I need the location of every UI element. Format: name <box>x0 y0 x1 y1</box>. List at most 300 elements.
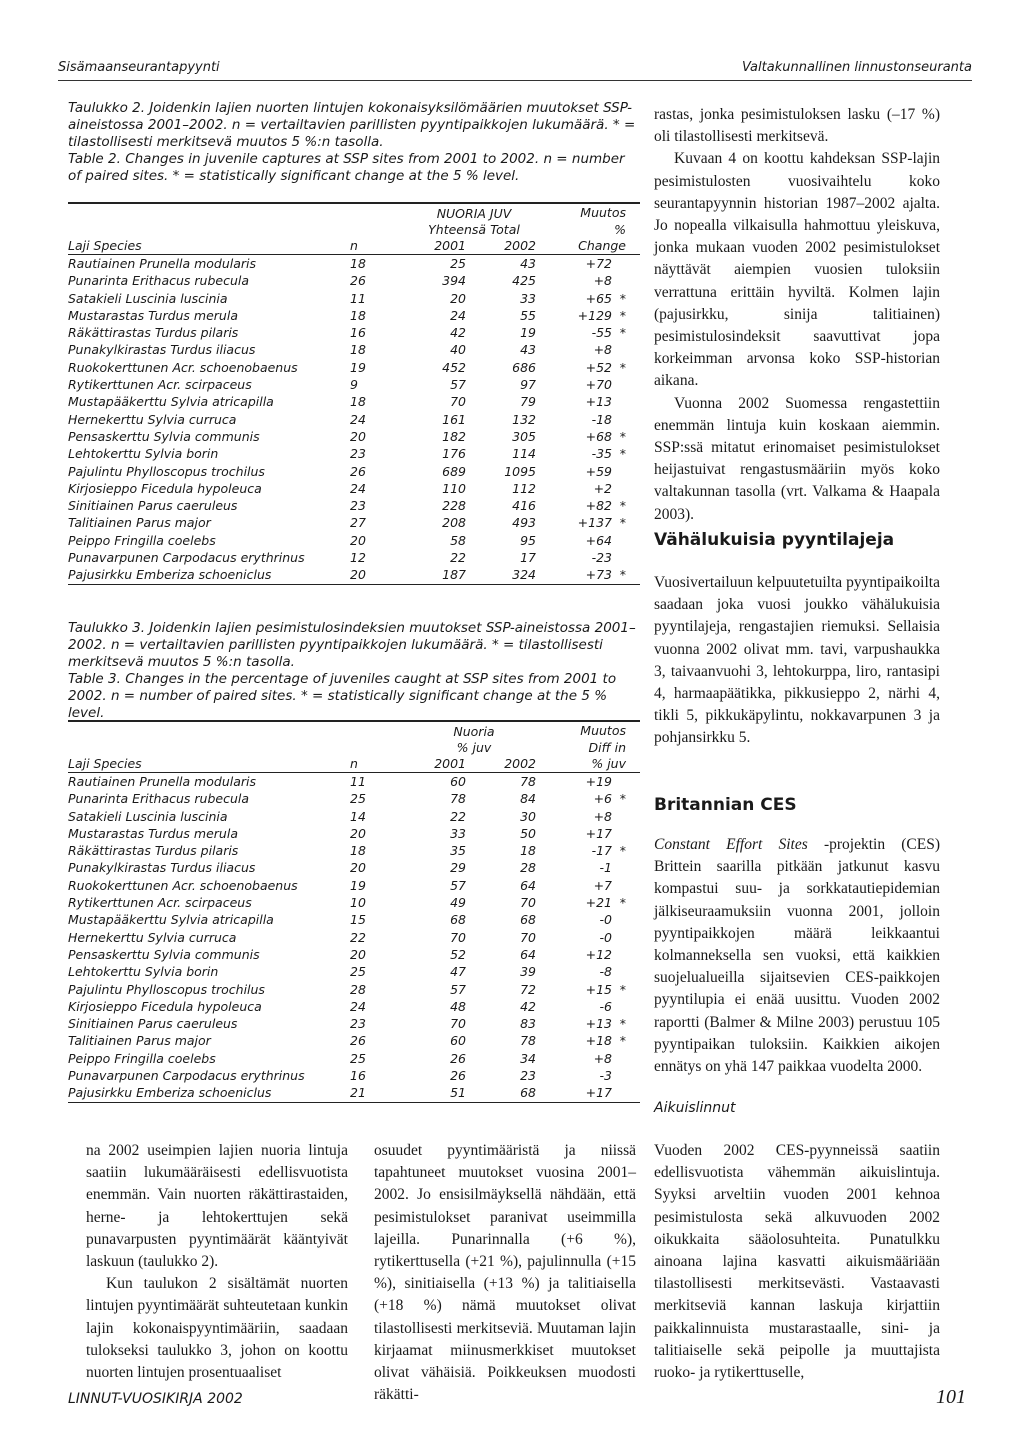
change-cell <box>544 998 640 1015</box>
value-2002-cell: 79 <box>520 394 536 410</box>
value-2002-cell: 416 <box>512 498 536 514</box>
table-row <box>68 307 640 324</box>
change-cell <box>544 1032 640 1049</box>
value-2001-cell: 48 <box>450 998 466 1014</box>
n-cell: 16 <box>350 1068 366 1084</box>
species-cell: Kirjosieppo Ficedula hypoleuca <box>68 998 262 1014</box>
change-cell <box>544 428 640 445</box>
value-2002-cell: 43 <box>520 256 536 271</box>
change-value: -23 <box>591 550 612 566</box>
table-row <box>68 911 640 928</box>
value-2001-cell: 35 <box>450 843 466 859</box>
change-value: +6 <box>593 791 612 807</box>
heading-rare-species: Vähälukuisia pyyntilajeja <box>654 530 895 550</box>
change-value: +70 <box>585 377 612 393</box>
change-value: +19 <box>585 774 612 789</box>
change-value: +8 <box>593 808 612 824</box>
change-cell <box>544 911 640 928</box>
species-cell: Talitiainen Parus major <box>68 1033 211 1049</box>
value-2001-cell: 57 <box>450 981 466 997</box>
change-cell <box>544 514 640 531</box>
right-column-top <box>654 104 940 526</box>
significance-marker: * <box>619 567 626 583</box>
value-2001-cell: 24 <box>450 307 466 323</box>
table3-caption <box>68 620 640 722</box>
table2-total-header: Yhteensä Total <box>428 222 520 237</box>
change-value: -55 <box>591 325 612 341</box>
change-value: +8 <box>593 342 612 358</box>
table-row <box>68 981 640 998</box>
species-cell: Peippo Fringilla coelebs <box>68 532 216 548</box>
n-cell: 20 <box>350 825 366 841</box>
species-cell: Sinitiainen Parus caeruleus <box>68 498 238 514</box>
n-cell: 25 <box>350 964 366 980</box>
value-2001-cell: 57 <box>450 877 466 893</box>
value-2002-cell: 42 <box>520 998 536 1014</box>
n-cell: 23 <box>350 498 366 514</box>
value-2001-cell: 57 <box>450 377 466 393</box>
bottom-middle-para-1: osuudet pyyntimääristä ja niissä tapahtuneet muutokset vuosina 2001–2002. Jo ensisilmäyksellä nähdään, että pesimistulokset paranivat useimmilla lajeilla. Punarinnalla (+6 %), rytikerttusella (+21 %), pajulinnulla (+15 %), sinitiaisella (+13 %) ja talitiaisella (+18 %) nämä muutokset olivat tilastollisesti merkitseviä. Muutaman lajin kirjaamat miinusmerkkiset muutokset olivat vähäisiä. Poikkeuksen muodosti räkätti- <box>374 1142 636 1404</box>
page-number: 101 <box>936 1386 966 1408</box>
table3-body <box>68 773 640 1103</box>
n-cell: 21 <box>350 1084 404 1102</box>
species-cell: Punakylkirastas Turdus iliacus <box>68 342 256 358</box>
value-2001-cell: 29 <box>450 860 466 876</box>
table-row <box>68 1032 640 1049</box>
change-value: -0 <box>599 912 612 928</box>
value-2002-cell: 39 <box>520 964 536 980</box>
n-cell: 14 <box>350 808 366 824</box>
table3-2002-header: 2002 <box>474 756 544 773</box>
value-2001-cell: 58 <box>450 532 466 548</box>
change-cell <box>544 272 640 289</box>
species-cell: Punarinta Erithacus rubecula <box>68 791 249 807</box>
table3-change-group-header: Muutos <box>544 721 640 740</box>
value-2001-cell: 52 <box>450 946 466 962</box>
value-2001-cell: 42 <box>450 325 466 341</box>
change-cell <box>544 359 640 376</box>
table-row <box>68 998 640 1015</box>
table3-caption-fi: Taulukko 3. Joidenkin lajien pesimistulosindeksien muutokset SSP-aineistossa 2001–2002. n = vertailtavien parillisten pyyntipaikkojen lukumäärä. * = tilastollisesti merkitsevä muutos 5 %:n tasolla. <box>68 620 636 670</box>
change-cell <box>544 981 640 998</box>
significance-marker: * <box>619 325 626 341</box>
n-cell: 12 <box>350 550 366 566</box>
species-cell: Pensaskerttu Sylvia communis <box>68 946 260 962</box>
change-cell <box>544 842 640 859</box>
species-cell: Pajulintu Phylloscopus trochilus <box>68 981 265 997</box>
value-2002-cell: 95 <box>520 532 536 548</box>
n-cell: 19 <box>350 877 366 893</box>
change-value: +15 <box>585 981 612 997</box>
change-value: +7 <box>593 877 612 893</box>
change-cell <box>544 1015 640 1032</box>
right-column-mid <box>654 572 940 750</box>
significance-marker: * <box>619 290 626 306</box>
table-row <box>68 808 640 825</box>
species-cell: Pensaskerttu Sylvia communis <box>68 428 260 444</box>
right-para-5 <box>654 834 940 1078</box>
change-cell <box>544 445 640 462</box>
species-cell: Mustarastas Turdus merula <box>68 825 238 841</box>
running-header-left: Sisämaanseurantapyynti <box>58 60 220 75</box>
table-row <box>68 411 640 428</box>
heading-adult-birds: Aikuislinnut <box>654 1100 736 1116</box>
species-cell: Mustapääkerttu Sylvia atricapilla <box>68 394 274 410</box>
change-value: +13 <box>585 1016 612 1032</box>
change-cell <box>544 480 640 497</box>
value-2002-cell: 493 <box>512 515 536 531</box>
change-cell <box>544 341 640 358</box>
species-cell: Pajusirkku Emberiza schoeniclus <box>68 1084 350 1102</box>
species-cell: Punakylkirastas Turdus iliacus <box>68 860 256 876</box>
species-cell: Rytikerttunen Acr. scirpaceus <box>68 895 252 911</box>
table-row <box>68 272 640 289</box>
significance-marker: * <box>619 1033 626 1049</box>
table2 <box>68 202 640 585</box>
right-para-1: rastas, jonka pesimistuloksen lasku (–17 %) oli tilastollisesti merkitsevä. <box>654 106 940 146</box>
n-cell: 11 <box>350 290 366 306</box>
change-value: +2 <box>593 480 612 496</box>
change-value: +137 <box>577 515 612 531</box>
value-2001-cell: 70 <box>450 394 466 410</box>
change-value: +72 <box>585 256 612 271</box>
change-cell <box>544 790 640 807</box>
table2-n-header: n <box>350 238 404 255</box>
table-row <box>68 790 640 807</box>
change-value: -6 <box>599 998 612 1014</box>
n-cell: 23 <box>350 1016 366 1032</box>
table-row <box>68 1084 640 1102</box>
value-2002-cell: 70 <box>520 895 536 911</box>
change-value: -1 <box>599 860 612 876</box>
value-2002-cell: 30 <box>520 808 536 824</box>
value-2002-cell: 324 <box>474 566 544 584</box>
value-2001-cell: 51 <box>404 1084 474 1102</box>
n-cell: 26 <box>350 1033 366 1049</box>
value-2001-cell: 60 <box>450 1033 466 1049</box>
species-cell: Satakieli Luscinia luscinia <box>68 290 228 306</box>
n-cell: 24 <box>350 480 366 496</box>
value-2001-cell: 161 <box>442 411 466 427</box>
value-2002-cell: 18 <box>520 843 536 859</box>
value-2001-cell: 25 <box>450 256 466 271</box>
change-value: +21 <box>585 895 612 911</box>
significance-marker: * <box>619 791 626 807</box>
change-cell <box>544 307 640 324</box>
value-2002-cell: 19 <box>520 325 536 341</box>
change-cell <box>544 808 640 825</box>
table-row <box>68 341 640 358</box>
table2-caption <box>68 100 640 185</box>
n-cell: 20 <box>350 566 404 584</box>
species-cell: Rautiainen Prunella modularis <box>68 774 257 789</box>
value-2002-cell: 17 <box>520 550 536 566</box>
significance-marker: * <box>619 359 626 375</box>
significance-marker: * <box>619 843 626 859</box>
value-2002-cell: 132 <box>512 411 536 427</box>
table-row <box>68 549 640 566</box>
bottom-left-column <box>86 1140 348 1384</box>
value-2001-cell: 452 <box>442 359 466 375</box>
change-cell <box>544 946 640 963</box>
species-cell: Pajusirkku Emberiza schoeniclus <box>68 566 350 584</box>
table3-n-header: n <box>350 756 404 773</box>
table2-2001-header: 2001 <box>404 238 474 255</box>
change-value: +52 <box>585 359 612 375</box>
change-cell <box>544 1084 640 1102</box>
value-2001-cell: 182 <box>442 428 466 444</box>
value-2001-cell: 176 <box>442 446 466 462</box>
value-2001-cell: 187 <box>404 566 474 584</box>
change-value: +64 <box>585 532 612 548</box>
change-value: +18 <box>585 1033 612 1049</box>
species-cell: Punavarpunen Carpodacus erythrinus <box>68 550 305 566</box>
change-cell <box>544 929 640 946</box>
value-2002-cell: 97 <box>520 377 536 393</box>
change-value: +82 <box>585 498 612 514</box>
value-2002-cell: 1095 <box>504 463 536 479</box>
table-row <box>68 324 640 341</box>
change-cell <box>544 255 640 273</box>
table-row <box>68 946 640 963</box>
value-2001-cell: 47 <box>450 964 466 980</box>
species-cell: Mustarastas Turdus merula <box>68 307 238 323</box>
n-cell: 28 <box>350 981 366 997</box>
species-cell: Talitiainen Parus major <box>68 515 211 531</box>
table-row <box>68 463 640 480</box>
right-para-4: Vuosivertailuun kelpuutetuilta pyyntipaikoilta saadaan joka vuosi joukko vähälukuisia pyyntilajeja, rengastajien riemuksi. Sellaisia vuonna 2002 olivat mm. tavi, varpushaukka 3, taivaanvuohi 3, lehtokurppa, liro, rantasipi 4, harmaapäätikka, pikkusieppo 2, närhi 4, tikli 5, pikkukäpylintu, nokkavarpunen 3 ja pohjansirkku 5. <box>654 574 940 747</box>
value-2001-cell: 70 <box>450 1016 466 1032</box>
change-value: +12 <box>585 946 612 962</box>
table2-caption-fi: Taulukko 2. Joidenkin lajien nuorten lintujen kokonaisyksilömäärien muutokset SSP-aineistossa 2001–2002. n = vertailtavien parillisten pyyntipaikkojen lukumäärä. * = tilastollisesti merkitsevä muutos 5 %:n tasolla. <box>68 100 636 150</box>
table-row <box>68 514 640 531</box>
n-cell: 26 <box>350 273 366 289</box>
table2-species-header: Laji Species <box>68 238 350 255</box>
value-2001-cell: 68 <box>450 912 466 928</box>
species-cell: Hernekerttu Sylvia curruca <box>68 411 237 427</box>
species-cell: Pajulintu Phylloscopus trochilus <box>68 463 265 479</box>
right-para-6: Vuoden 2002 CES-pyynneissä saatiin edellisvuotista vähemmän aikuislintuja. Syyksi arveltiin vuoden 2001 kehnoa pesimistulosta sekä alkuvuoden 2002 oikukkaita sääolosuhteita. Punatulkku ainoana lajina kasvatti aikuismääriään tilastollisesti merkitsevästi. Vastaavasti merkitseviä kannan laskuja kirjattiin paikkalinnuista mustarastaalle, sini- ja talitiaiselle sekä peipolle ja muuttajista ruoko- ja rytikerttuselle, <box>654 1142 940 1382</box>
change-cell <box>544 324 640 341</box>
value-2001-cell: 26 <box>450 1068 466 1084</box>
n-cell: 16 <box>350 325 366 341</box>
n-cell: 9 <box>350 377 358 393</box>
value-2002-cell: 50 <box>520 825 536 841</box>
bottom-left-para-2: Kun taulukon 2 sisältämät nuorten lintujen pyyntimäärät suhteutetaan kunkin lajin kokonaispyyntimääriin, saadaan tulokseksi taulukko 3, johon on koottu nuorten lintujen prosentuaaliset <box>86 1275 348 1382</box>
table-row <box>68 894 640 911</box>
change-value: +68 <box>585 428 612 444</box>
table2-caption-en: Table 2. Changes in juvenile captures at SSP sites from 2001 to 2002. n = number of paired sites. * = statistically significant change at the 5 % level. <box>68 151 625 184</box>
change-cell <box>544 497 640 514</box>
change-cell <box>544 566 640 584</box>
change-cell <box>544 825 640 842</box>
change-value: -35 <box>591 446 612 462</box>
change-cell <box>544 963 640 980</box>
change-value: +129 <box>577 307 612 323</box>
table-row <box>68 480 640 497</box>
table2-2002-header: 2002 <box>474 238 544 255</box>
table-row <box>68 877 640 894</box>
value-2001-cell: 208 <box>442 515 466 531</box>
value-2002-cell: 28 <box>520 860 536 876</box>
footer-publication: LINNUT-VUOSIKIRJA 2002 <box>68 1391 243 1407</box>
species-cell: Lehtokerttu Sylvia borin <box>68 964 219 980</box>
species-cell: Ruokokerttunen Acr. schoenobaenus <box>68 359 298 375</box>
table-row <box>68 445 640 462</box>
significance-marker: * <box>619 895 626 911</box>
running-header-right: Valtakunnallinen linnustonseuranta <box>742 60 972 75</box>
heading-britain-ces: Britannian CES <box>654 795 797 815</box>
table3-diff-header: Diff in <box>588 740 626 755</box>
header-rule <box>58 80 972 81</box>
n-cell: 11 <box>350 774 366 789</box>
value-2002-cell: 34 <box>520 1050 536 1066</box>
change-cell <box>544 773 640 791</box>
table3-species-header: Laji Species <box>68 756 350 773</box>
right-para-5-text: -projektin (CES) Brittein saarilla pitkään jatkunut kasvu kompastui suu- ja sorkkatautiepidemian jälkiseuraamuksiin vuonna 2001, jolloin pyyntipaikkojen määrä leikkaantui kolmanneksella sen vuoksi, että kaikkien suojelualueilla sijaitsevien CES-paikkojen pyyntilupia ei enää uusittu. Vuoden 2002 raportti (Balmer & Milne 2003) perustuu 105 pyyntipaikan tuloksiin. Kaikkien aikojen ennätys on yhä 147 paikkaa vuodelta 2000. <box>654 836 940 1076</box>
right-para-2: Kuvaan 4 on koottu kahdeksan SSP-lajin pesimistulosten vuosivaihtelu koko seurantapyynnin historian 1987–2002 ajalta. Jo nopealla vilkaisulla hahmottuu yleiskuva, jonka mukaan vuoden 2002 pesimistulokset näyttävät aiempien vuosien tuloksiin verrattuna erittäin hyviltä. Kolmen lajin (pajusirkku, sinija talitiainen) pesimistulosindeksit saavuttivat jopa korkeimman arvonsa koko SSP-historian aikana. <box>654 150 940 390</box>
n-cell: 18 <box>350 342 366 358</box>
n-cell: 15 <box>350 912 366 928</box>
value-2002-cell: 425 <box>512 273 536 289</box>
value-2002-cell: 114 <box>512 446 536 462</box>
change-value: +8 <box>593 273 612 289</box>
significance-marker: * <box>619 1016 626 1032</box>
value-2002-cell: 305 <box>512 428 536 444</box>
significance-marker: * <box>619 446 626 462</box>
species-cell: Kirjosieppo Ficedula hypoleuca <box>68 480 262 496</box>
species-cell: Rytikerttunen Acr. scirpaceus <box>68 377 252 393</box>
change-value: +73 <box>585 567 612 583</box>
significance-marker: * <box>619 981 626 997</box>
table3-pct-juv-header: % juv <box>456 740 492 755</box>
value-2001-cell: 78 <box>450 791 466 807</box>
n-cell: 27 <box>350 515 366 531</box>
value-2002-cell: 112 <box>512 480 536 496</box>
significance-marker: * <box>619 428 626 444</box>
table2-change-header: Change <box>544 238 640 255</box>
change-cell <box>544 1050 640 1067</box>
value-2002-cell: 43 <box>520 342 536 358</box>
table-row <box>68 428 640 445</box>
n-cell: 24 <box>350 998 366 1014</box>
change-value: +13 <box>585 394 612 410</box>
table3-group-header: Nuoria <box>404 721 544 740</box>
change-cell <box>544 393 640 410</box>
change-value: -8 <box>599 964 612 980</box>
table3-2001-header: 2001 <box>404 756 474 773</box>
value-2002-cell: 78 <box>520 1033 536 1049</box>
significance-marker: * <box>619 515 626 531</box>
species-cell: Räkättirastas Turdus pilaris <box>68 843 239 859</box>
species-cell: Punarinta Erithacus rubecula <box>68 273 249 289</box>
change-value: +17 <box>585 1085 612 1101</box>
table-row <box>68 1067 640 1084</box>
species-cell: Sinitiainen Parus caeruleus <box>68 1016 238 1032</box>
value-2001-cell: 33 <box>450 825 466 841</box>
change-cell <box>544 877 640 894</box>
value-2001-cell: 49 <box>450 895 466 911</box>
change-value: +59 <box>585 463 612 479</box>
table-row <box>68 1015 640 1032</box>
species-cell: Mustapääkerttu Sylvia atricapilla <box>68 912 274 928</box>
value-2002-cell: 78 <box>520 774 536 789</box>
n-cell: 18 <box>350 256 366 271</box>
species-cell: Ruokokerttunen Acr. schoenobaenus <box>68 877 298 893</box>
value-2001-cell: 20 <box>450 290 466 306</box>
value-2001-cell: 26 <box>450 1050 466 1066</box>
table3-change-header: % juv <box>544 756 640 773</box>
species-cell: Hernekerttu Sylvia curruca <box>68 929 237 945</box>
change-cell <box>544 532 640 549</box>
change-value: +17 <box>585 825 612 841</box>
value-2002-cell: 72 <box>520 981 536 997</box>
table-row <box>68 393 640 410</box>
species-cell: Lehtokerttu Sylvia borin <box>68 446 219 462</box>
value-2002-cell: 68 <box>520 912 536 928</box>
table-row <box>68 963 640 980</box>
n-cell: 23 <box>350 446 366 462</box>
table-row <box>68 825 640 842</box>
change-cell <box>544 376 640 393</box>
change-cell <box>544 411 640 428</box>
table3 <box>68 720 640 1103</box>
change-value: +8 <box>593 1050 612 1066</box>
change-value: -17 <box>591 843 612 859</box>
significance-marker: * <box>619 498 626 514</box>
value-2002-cell: 64 <box>520 877 536 893</box>
change-cell <box>544 549 640 566</box>
table-row <box>68 1050 640 1067</box>
n-cell: 20 <box>350 532 366 548</box>
value-2002-cell: 68 <box>474 1084 544 1102</box>
value-2002-cell: 64 <box>520 946 536 962</box>
n-cell: 18 <box>350 307 366 323</box>
value-2001-cell: 110 <box>442 480 466 496</box>
change-cell <box>544 894 640 911</box>
n-cell: 20 <box>350 860 366 876</box>
value-2001-cell: 22 <box>450 808 466 824</box>
value-2001-cell: 60 <box>450 774 466 789</box>
value-2002-cell: 686 <box>512 359 536 375</box>
table3-caption-en: Table 3. Changes in the percentage of juveniles caught at SSP sites from 2001 to 2002. n = number of paired sites. * = statistically significant change at the 5 % level. <box>68 671 617 721</box>
change-cell <box>544 463 640 480</box>
species-cell: Rautiainen Prunella modularis <box>68 256 257 271</box>
n-cell: 18 <box>350 843 366 859</box>
species-cell: Peippo Fringilla coelebs <box>68 1050 216 1066</box>
value-2002-cell: 55 <box>520 307 536 323</box>
table2-pct-header: % <box>614 222 626 237</box>
n-cell: 22 <box>350 929 366 945</box>
n-cell: 25 <box>350 791 366 807</box>
significance-marker: * <box>619 307 626 323</box>
value-2001-cell: 22 <box>450 550 466 566</box>
n-cell: 26 <box>350 463 366 479</box>
right-column-bottom <box>654 1140 940 1384</box>
species-cell: Punavarpunen Carpodacus erythrinus <box>68 1068 305 1084</box>
bottom-left-para-1: na 2002 useimpien lajien nuoria lintuja saatiin lukumääräisesti edellisvuotista enemmän. Vain nuorten räkättirastaiden, herne- ja lehtokerttujen sekä punavarpusten pyyntimäärät kääntyivät laskuun (taulukko 2). <box>86 1142 348 1271</box>
table-row <box>68 929 640 946</box>
table-row <box>68 290 640 307</box>
species-cell: Räkättirastas Turdus pilaris <box>68 325 239 341</box>
right-para-3: Vuonna 2002 Suomessa rengastettiin enemmän lintuja kuin koskaan aiemmin. SSP:ssä mitatut erinomaiset pesimistulokset heijastuivat rengastusmääriin myös koko valtakunnan tasolla (vrt. Valkama & Haapala 2003). <box>654 394 940 523</box>
change-value: +65 <box>585 290 612 306</box>
value-2002-cell: 23 <box>520 1068 536 1084</box>
value-2002-cell: 33 <box>520 290 536 306</box>
ces-term: Constant Effort Sites <box>654 836 808 853</box>
value-2001-cell: 394 <box>442 273 466 289</box>
change-cell <box>544 290 640 307</box>
